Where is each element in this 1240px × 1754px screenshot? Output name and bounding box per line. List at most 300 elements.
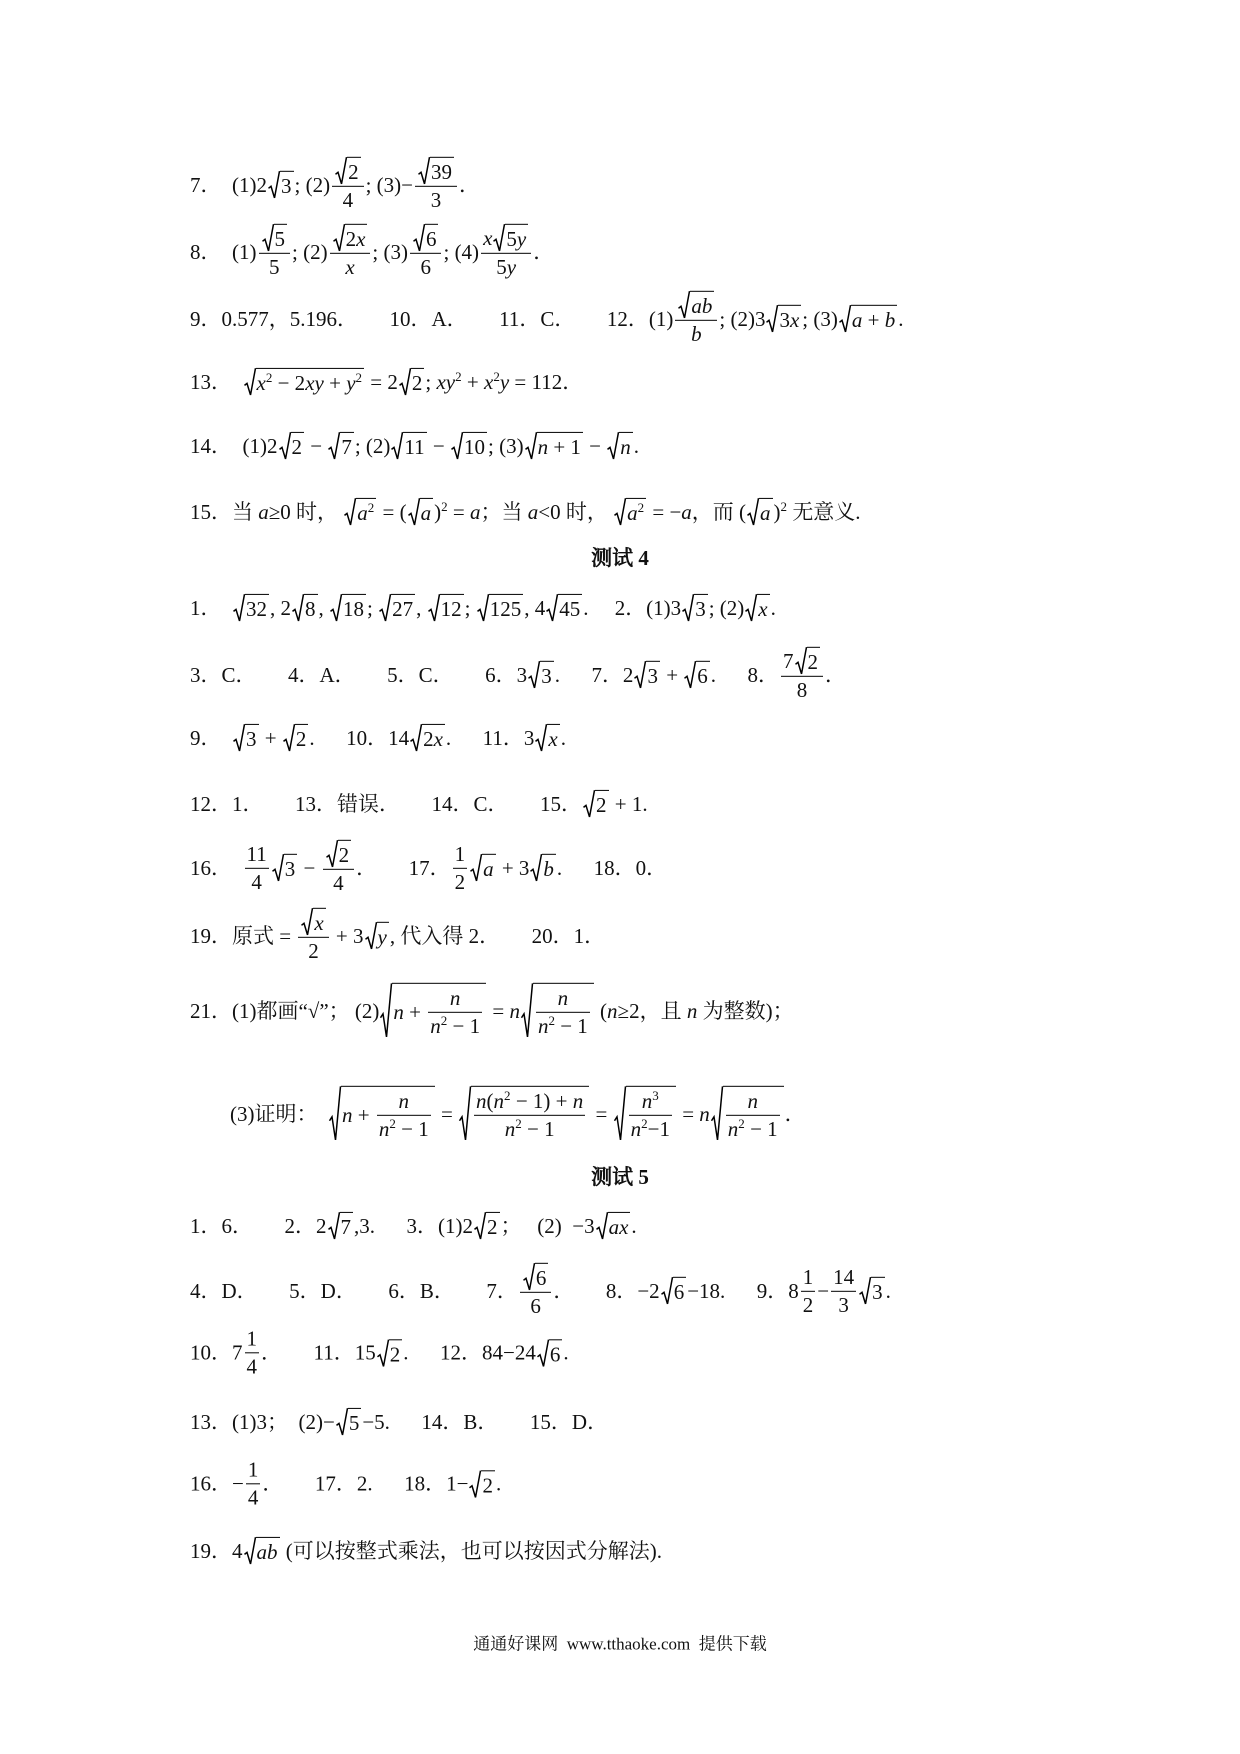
italic-variable: n	[378, 1117, 390, 1141]
math-text: 12	[440, 596, 462, 621]
radical-sign	[614, 1086, 626, 1142]
math-text: 2	[596, 792, 607, 817]
radical	[380, 983, 486, 1039]
italic-variable: n	[641, 1088, 653, 1113]
math-text: 27	[392, 596, 414, 621]
math-run	[270, 595, 291, 620]
radicand	[377, 922, 389, 950]
math-text: 2	[440, 1013, 448, 1029]
radicand	[537, 432, 583, 460]
math-text: 2	[515, 1116, 522, 1132]
radical	[272, 854, 298, 882]
math-text: 8． (1)	[190, 239, 257, 264]
math-run	[464, 435, 485, 460]
math-text: + 1.	[609, 791, 648, 816]
italic-variable: n	[476, 1088, 487, 1113]
answer-line-9-12	[190, 291, 903, 347]
radical-sign	[283, 724, 295, 752]
math-run	[760, 501, 771, 526]
fraction-denominator	[801, 1292, 816, 1318]
math-run	[362, 1409, 608, 1434]
math-run	[190, 1538, 243, 1563]
fraction-numerator	[245, 1326, 260, 1353]
math-text: ； (2) −3	[500, 1213, 595, 1238]
math-text: 21．(1)都画“√”； (2)	[190, 998, 380, 1023]
fraction	[246, 1457, 261, 1510]
radical-sign	[451, 432, 463, 460]
math-text: .	[898, 306, 904, 331]
superscript	[356, 370, 363, 385]
math-run	[392, 597, 413, 622]
math-run	[634, 433, 639, 458]
math-text: 16．−	[190, 1471, 244, 1496]
math-run	[620, 435, 631, 460]
math-text: .	[560, 725, 566, 750]
italic-variable: a	[527, 499, 539, 524]
math-text: 2	[738, 1116, 745, 1132]
radical-sign	[535, 724, 547, 752]
fraction	[481, 224, 531, 280]
math-run	[550, 1342, 561, 1367]
radical-sign	[272, 854, 284, 882]
math-text: ,	[416, 595, 427, 620]
math-run	[269, 255, 280, 280]
italic-variable: a	[420, 500, 432, 525]
fraction	[536, 986, 590, 1039]
math-run	[378, 925, 387, 950]
math-run	[190, 1213, 327, 1238]
italic-variable: b	[543, 856, 554, 881]
radicand	[549, 1339, 563, 1367]
italic-variable: n	[393, 999, 404, 1024]
radical-sign	[328, 1212, 340, 1240]
radicand	[295, 724, 309, 752]
italic-variable: x	[548, 726, 558, 751]
radical	[410, 724, 445, 752]
radical	[328, 432, 354, 460]
fraction-numerator	[474, 1089, 585, 1116]
math-text: .	[631, 1213, 637, 1238]
math-run	[647, 499, 746, 524]
radical	[583, 790, 609, 818]
math-text: 9．0.577，5.196． 10．A． 11．C． 12．(1)	[190, 306, 674, 331]
fraction-numerator	[245, 841, 269, 868]
math-text: =	[435, 1101, 459, 1126]
math-text: , 2	[270, 595, 291, 620]
radical-sign	[747, 498, 759, 526]
math-run	[305, 597, 316, 622]
math-run	[561, 725, 566, 750]
math-run	[543, 857, 554, 882]
radical-sign	[469, 1470, 481, 1498]
radicand	[608, 1212, 631, 1240]
math-text: 14． (1)2	[190, 433, 278, 458]
italic-variable: a	[470, 499, 481, 524]
italic-variable: y	[506, 255, 517, 279]
math-text: 4	[342, 188, 354, 212]
math-text: 125	[489, 596, 522, 621]
math-run	[190, 172, 267, 197]
math-run	[488, 433, 524, 458]
math-run	[356, 855, 451, 880]
math-text: 2	[338, 842, 350, 867]
fraction	[453, 841, 468, 894]
math-run	[403, 1340, 536, 1365]
math-run	[190, 1278, 518, 1303]
math-run	[190, 239, 257, 264]
radical-sign	[329, 1086, 341, 1142]
math-text: .	[885, 1278, 891, 1303]
math-run	[190, 1409, 335, 1434]
math-text: 1	[247, 1457, 259, 1482]
radical	[537, 1339, 563, 1367]
math-text: 16．	[190, 855, 243, 880]
math-run	[367, 595, 378, 620]
math-text: +	[323, 370, 347, 395]
math-text: ; (2)	[292, 239, 328, 264]
fraction-numerator	[629, 1089, 672, 1116]
math-text: ; (2)	[354, 433, 391, 458]
answer-line-15	[190, 498, 861, 526]
math-text: 45	[559, 596, 581, 621]
math-text: (	[486, 1088, 494, 1113]
fraction-denominator	[410, 254, 442, 280]
radicand	[482, 854, 496, 882]
math-text: =	[676, 1101, 700, 1126]
fraction-numerator	[330, 224, 371, 254]
math-run	[421, 501, 432, 526]
math-run	[557, 855, 667, 880]
radical-sign	[333, 224, 345, 252]
superscript	[652, 1088, 659, 1103]
math-text: ． 17．2. 18．1−	[262, 1471, 469, 1496]
italic-variable: n	[620, 434, 631, 459]
math-run	[642, 1089, 659, 1114]
math-text: 1	[246, 1326, 257, 1351]
math-text: 13．(1)3； (2)−	[190, 1409, 335, 1434]
math-run	[331, 923, 364, 948]
math-run	[349, 1411, 360, 1436]
math-text: 3	[541, 663, 552, 688]
radical	[365, 922, 389, 950]
math-run	[420, 255, 431, 280]
math-text: − 1	[554, 1014, 588, 1038]
test4-answer-line-1-2	[190, 594, 776, 622]
math-run	[496, 1471, 501, 1496]
fraction-numerator	[453, 841, 468, 868]
fraction	[245, 841, 269, 894]
math-text: ≥2，且	[617, 998, 687, 1023]
radical	[233, 724, 259, 752]
italic-variable: n	[557, 985, 569, 1010]
math-text: 5	[274, 226, 285, 251]
math-run	[404, 435, 424, 460]
radical	[523, 1263, 549, 1291]
math-text: , 4	[524, 595, 546, 620]
math-text: 5	[348, 1410, 360, 1435]
math-text: = (	[377, 499, 407, 524]
math-text: 4	[333, 871, 344, 895]
radicand	[389, 1339, 403, 1367]
radicand	[313, 908, 325, 936]
italic-variable: n	[727, 1117, 739, 1141]
math-text: 39	[431, 159, 452, 184]
math-text: −	[817, 1278, 830, 1303]
math-text: 3	[695, 596, 706, 621]
test4-answer-line-19-20	[190, 908, 605, 964]
math-run	[728, 1117, 778, 1142]
radical-sign	[344, 498, 356, 526]
radical	[451, 432, 487, 460]
fraction-numerator	[332, 157, 364, 187]
test5-answer-line-4-9	[190, 1263, 891, 1319]
math-run	[357, 501, 374, 526]
radicand	[542, 854, 556, 882]
radical	[292, 594, 318, 622]
italic-variable: xy	[305, 370, 324, 395]
radicand	[256, 368, 365, 396]
math-text: 8	[305, 596, 316, 621]
math-run	[838, 1293, 849, 1318]
math-run	[711, 662, 779, 687]
radical	[747, 498, 773, 526]
radical	[469, 1470, 495, 1498]
radical	[244, 1537, 280, 1565]
math-text: .	[633, 433, 640, 458]
math-run	[898, 306, 903, 331]
math-text: ; (3)	[488, 433, 524, 458]
radical	[614, 1086, 676, 1142]
math-text: 6	[530, 1294, 541, 1318]
math-run	[257, 371, 363, 396]
math-run	[275, 227, 286, 252]
math-text: ．	[784, 1101, 806, 1126]
math-text: 为整数)；	[697, 998, 794, 1023]
section-heading-test-4: 测试 4	[591, 546, 649, 570]
math-run	[476, 1089, 583, 1114]
test5-answer-line-13-15	[190, 1408, 608, 1436]
radical-sign	[301, 908, 313, 936]
math-run	[431, 160, 452, 185]
italic-variable: n	[686, 998, 698, 1023]
math-run	[292, 239, 328, 264]
math-run	[393, 1000, 426, 1025]
test4-answer-line-21	[190, 983, 794, 1039]
math-run	[190, 595, 232, 620]
radicand	[851, 305, 897, 333]
radicand	[392, 983, 486, 1039]
math-text: 12．1． 13．错误． 14．C． 15．	[190, 791, 583, 816]
math-text: . 18．0．	[556, 855, 668, 880]
fraction-denominator	[332, 187, 364, 213]
math-text: 15．当	[190, 499, 259, 524]
radical	[330, 594, 366, 622]
fraction	[330, 224, 371, 280]
math-run	[465, 595, 476, 620]
radical-sign	[391, 432, 403, 460]
math-run	[497, 855, 530, 880]
radical	[525, 432, 583, 460]
math-run	[691, 294, 712, 319]
math-run	[423, 727, 443, 752]
math-run	[355, 433, 391, 458]
test5-answer-line-16-18	[190, 1457, 501, 1510]
fraction-numerator	[481, 224, 531, 254]
math-text: ． 17．	[356, 855, 451, 880]
math-text: ；当	[480, 499, 528, 524]
math-run	[247, 841, 267, 866]
math-run	[719, 306, 765, 331]
math-run	[661, 662, 683, 687]
math-run	[709, 595, 745, 620]
math-text: )	[434, 499, 442, 524]
radical	[233, 594, 269, 622]
math-text: 1．	[190, 595, 232, 620]
math-text: ． 11．15	[261, 1340, 376, 1365]
radical	[344, 498, 376, 526]
fraction-denominator	[629, 1116, 672, 1142]
math-run	[674, 1280, 685, 1305]
math-run	[281, 1538, 663, 1563]
math-run	[533, 239, 554, 264]
fraction	[259, 224, 291, 280]
math-run	[501, 1213, 595, 1238]
radical-sign	[530, 854, 542, 882]
math-run	[584, 433, 606, 458]
math-run	[262, 1471, 468, 1496]
math-run	[483, 857, 494, 882]
fraction-numerator	[831, 1264, 856, 1291]
math-text: 3	[281, 173, 292, 198]
italic-variable: n	[537, 434, 549, 459]
math-text: 11	[246, 841, 267, 866]
math-text: 3．C． 4．A． 5．C． 6．3	[190, 662, 528, 687]
math-text: 5	[496, 255, 507, 279]
fraction-denominator	[298, 938, 328, 964]
math-run	[190, 1471, 244, 1496]
radical-sign	[330, 594, 342, 622]
math-text: .	[495, 1471, 502, 1496]
math-run	[377, 499, 406, 524]
radical-sign	[377, 1339, 389, 1367]
radical-sign	[546, 594, 558, 622]
math-run	[559, 597, 580, 622]
radical-sign	[244, 368, 256, 396]
radicand	[646, 661, 660, 689]
math-run	[443, 239, 479, 264]
math-text: −	[298, 855, 321, 880]
radical-sign	[766, 305, 778, 333]
footer-credit: 通通好课网 www.tthaoke.com 提供下载	[473, 1634, 767, 1654]
math-text: 2	[348, 159, 359, 184]
math-run	[247, 1326, 258, 1351]
math-run	[609, 1215, 629, 1240]
math-text: 2	[454, 869, 466, 894]
math-text: ; (4)	[443, 239, 480, 264]
math-text: = 112．	[509, 369, 584, 394]
math-text: 1．6． 2．2	[190, 1213, 327, 1238]
math-text: 18	[343, 596, 364, 621]
math-run	[246, 727, 257, 752]
math-run	[536, 1266, 547, 1291]
math-run	[774, 499, 861, 524]
math-run	[190, 433, 278, 458]
italic-variable: n	[630, 1117, 642, 1141]
fraction-denominator	[474, 1116, 585, 1142]
math-run	[248, 1486, 259, 1511]
radicand	[340, 1212, 354, 1240]
italic-variable: x	[483, 225, 493, 250]
math-text: 11	[404, 434, 425, 459]
radicand	[256, 1537, 280, 1565]
fraction	[415, 157, 457, 213]
radical-sign	[661, 1277, 673, 1305]
math-run	[691, 322, 702, 347]
radicand	[411, 368, 425, 396]
radicand	[626, 1086, 676, 1142]
italic-variable: n	[537, 1014, 549, 1038]
fraction-numerator	[259, 224, 291, 254]
radical	[795, 647, 821, 675]
italic-variable: a	[851, 307, 863, 332]
radical-sign	[413, 224, 425, 252]
math-run	[285, 857, 296, 882]
radicand	[673, 1277, 687, 1305]
italic-variable: a	[483, 856, 494, 881]
radical	[328, 1212, 354, 1240]
radical-sign	[474, 1212, 486, 1240]
math-run	[416, 595, 427, 620]
math-run	[505, 1117, 555, 1142]
math-text: 2	[487, 1214, 498, 1239]
math-text: 2	[367, 500, 375, 516]
math-run	[190, 499, 343, 524]
math-text: 4．D． 5．D． 6．B． 7．	[190, 1278, 518, 1303]
radicand	[486, 1212, 500, 1240]
math-text: 3	[779, 307, 790, 332]
radicand	[422, 724, 445, 752]
math-run	[341, 1215, 352, 1240]
math-text: 2	[637, 500, 645, 516]
math-text: − 2	[272, 370, 306, 395]
math-run	[261, 1340, 376, 1365]
math-text: −5. 14．B． 15．D．	[362, 1409, 609, 1434]
math-run	[257, 1540, 278, 1565]
math-run	[687, 1278, 799, 1303]
math-run	[390, 923, 605, 948]
italic-variable: x	[356, 226, 366, 251]
radicand	[871, 1277, 885, 1305]
radical	[528, 661, 554, 689]
math-run	[627, 501, 644, 526]
radicand	[757, 594, 769, 622]
italic-variable: a	[627, 500, 638, 525]
radical	[535, 724, 559, 752]
fraction-numerator	[726, 1089, 780, 1116]
fraction-numerator	[246, 1457, 261, 1484]
math-text: 3	[284, 856, 296, 881]
math-text: 2	[504, 1088, 511, 1104]
math-run	[247, 1355, 258, 1380]
italic-variable: xy	[436, 369, 456, 394]
radicand	[356, 498, 376, 526]
italic-variable: n	[430, 1014, 441, 1038]
math-text: =	[487, 998, 510, 1023]
math-run	[190, 855, 243, 880]
fraction	[323, 840, 355, 896]
math-run	[779, 308, 799, 333]
radical-sign	[493, 224, 505, 252]
